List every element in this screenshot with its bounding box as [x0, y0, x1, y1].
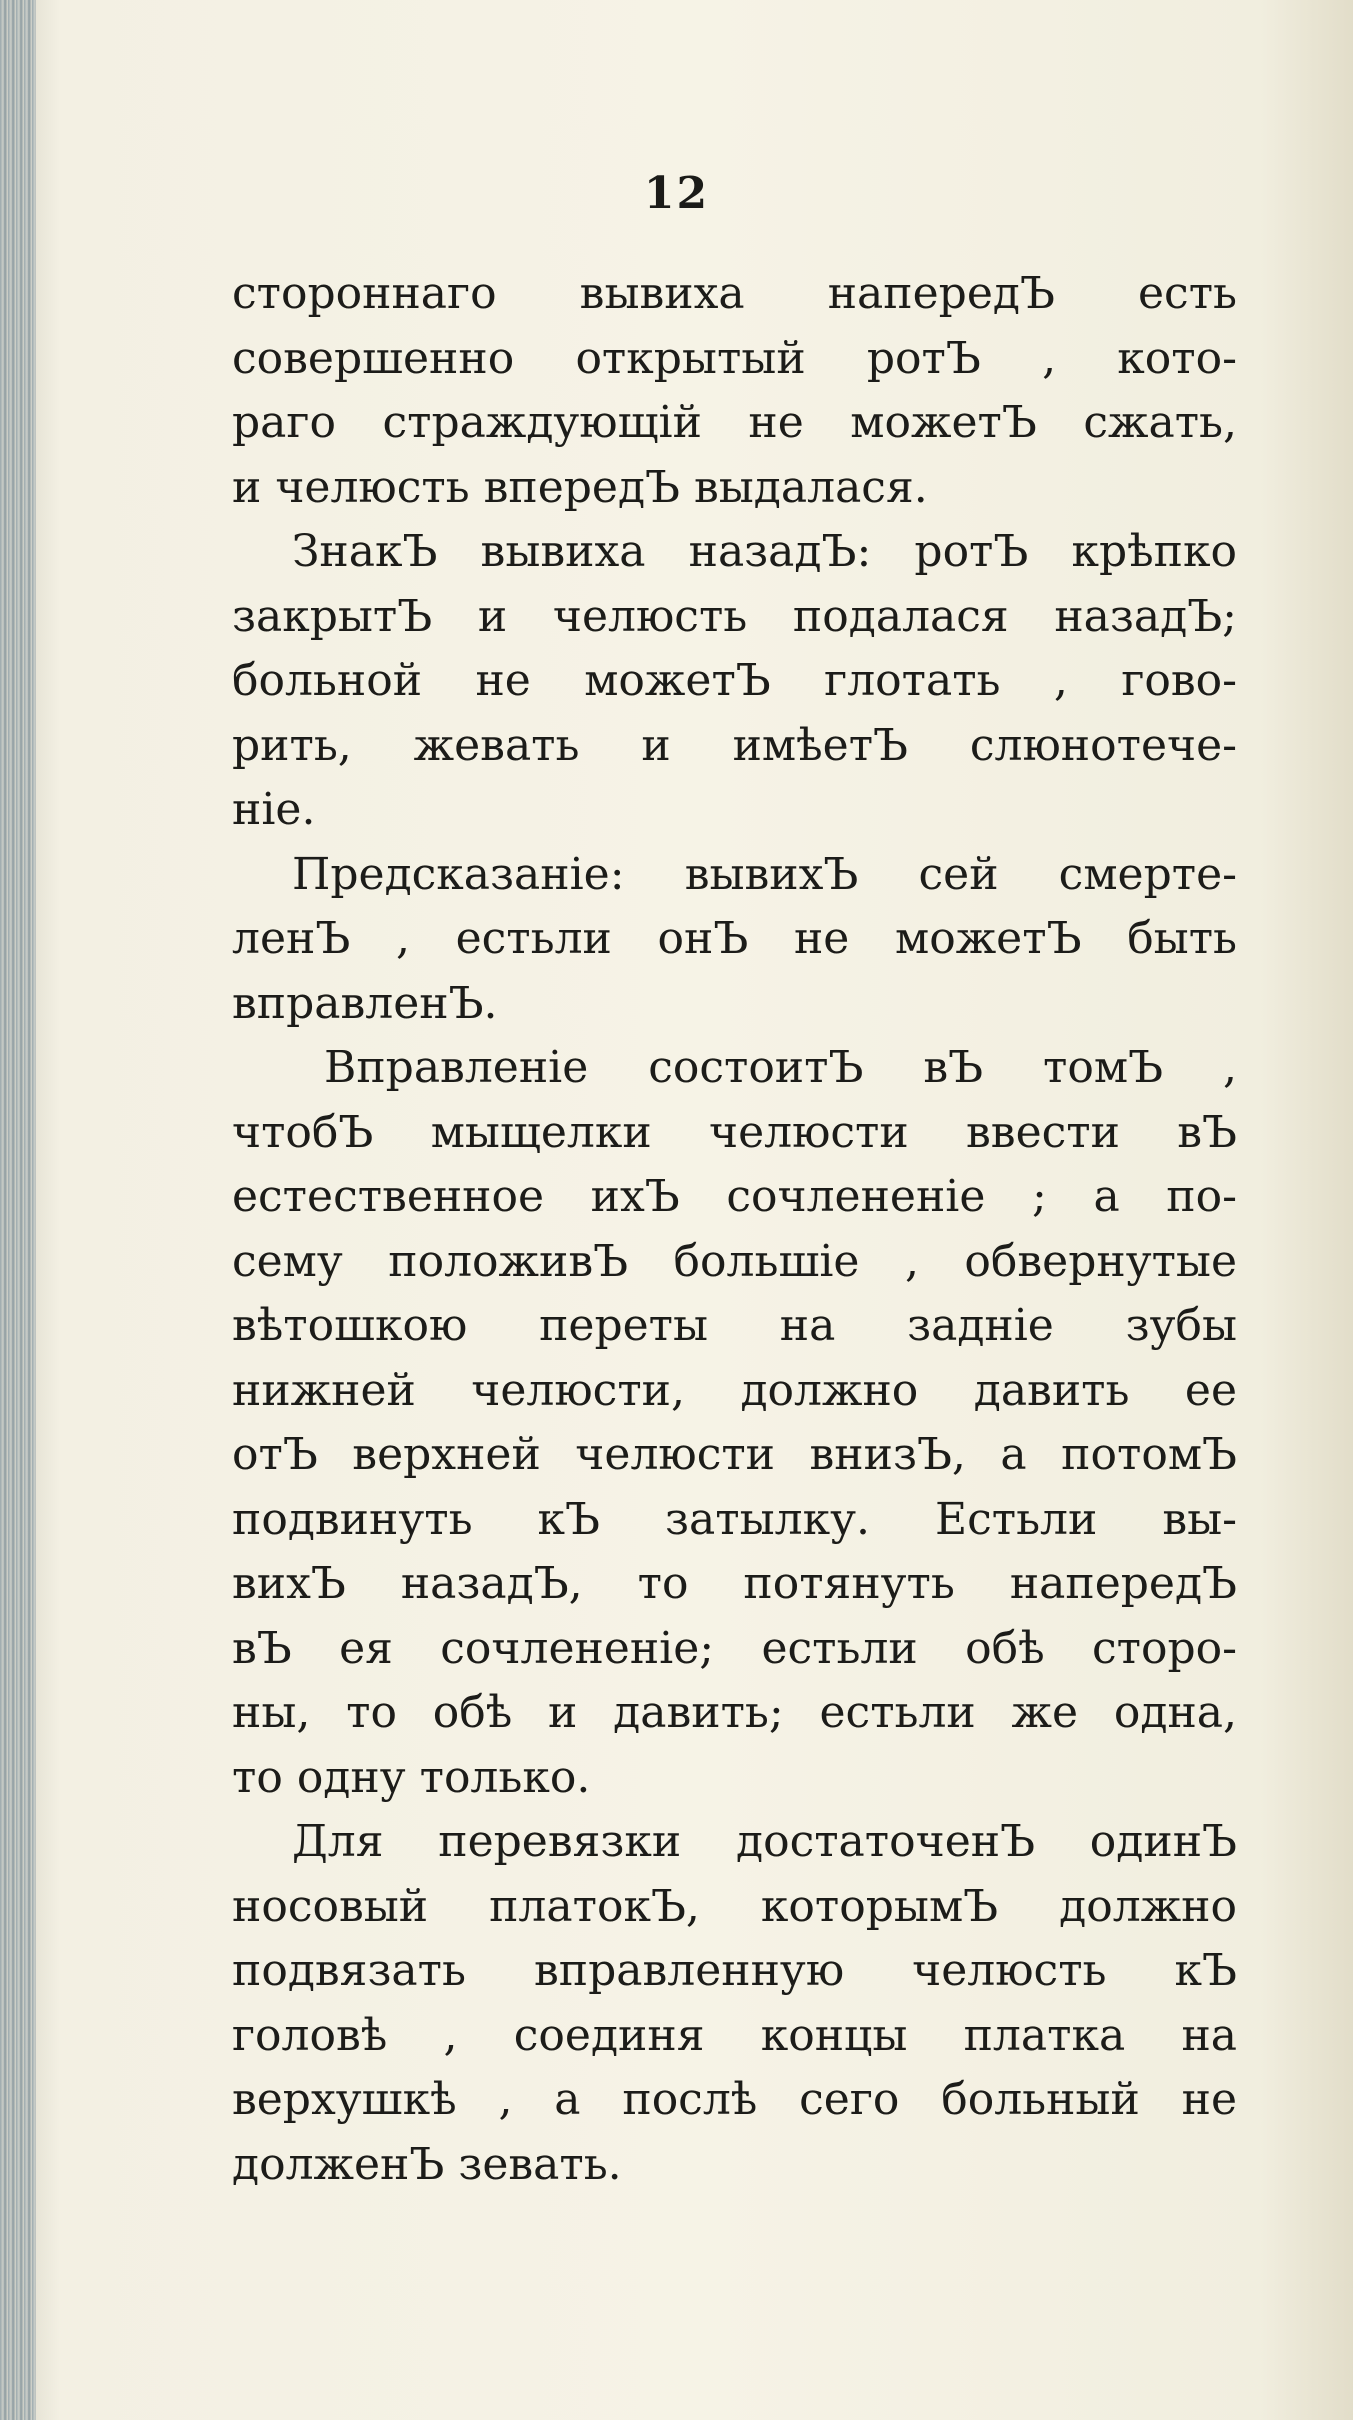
text-line: вѣтошкою переты на задніе зубы — [232, 1300, 1237, 1351]
text-line: больной не можетЪ глотать , гово- — [232, 655, 1237, 706]
text-line: раго страждующій не можетЪ сжать, — [232, 397, 1237, 448]
text-line: чтобЪ мыщелки челюсти ввести вЪ — [232, 1106, 1237, 1158]
text-line: отЪ верхней челюсти внизЪ, а потомЪ — [232, 1429, 1237, 1480]
text-line: и челюсть впередЪ выдалася. — [232, 461, 928, 513]
text-line: носовый платокЪ, которымЪ должно — [232, 1880, 1237, 1932]
text-line: нижней челюсти, должно давить ее — [232, 1364, 1237, 1416]
text-line: вправленЪ. — [232, 977, 498, 1029]
text-line: совершенно открытый ротЪ , кото- — [232, 332, 1237, 384]
text-line: головѣ , соединя концы платка на — [232, 2009, 1237, 2061]
text-line: ленЪ , естьли онЪ не можетЪ быть — [232, 913, 1237, 964]
text-line: стороннаго вывиха напередЪ есть — [232, 268, 1237, 319]
text-line: подвинуть кЪ затылку. Естьли вы- — [232, 1493, 1237, 1545]
text-line: Вправленіе состоитЪ вЪ томЪ , — [324, 1042, 1237, 1093]
text-line: рить, жевать и имѣетЪ слюнотече- — [232, 719, 1237, 771]
text-line: естественное ихЪ сочлененіе ; а по- — [232, 1171, 1237, 1222]
text-line: вЪ ея сочлененіе; естьли обѣ сторо- — [232, 1622, 1237, 1674]
text-line: подвязать вправленную челюсть кЪ — [232, 1945, 1237, 1996]
text-line: ЗнакЪ вывиха назадЪ: ротЪ крѣпко — [292, 526, 1237, 577]
page-edge — [0, 0, 36, 2420]
body-text — [232, 262, 1237, 2197]
text-line: то одну только. — [232, 1751, 591, 1803]
text-line: долженЪ зевать. — [232, 2138, 622, 2190]
text-line: ны, то обѣ и давить; естьли же одна, — [232, 1687, 1237, 1738]
page-number: 12 — [643, 168, 710, 219]
text-line: Для перевязки достаточенЪ одинЪ — [292, 1816, 1237, 1867]
text-line: сему положивЪ большіе , обвернутые — [232, 1235, 1237, 1287]
text-line: Предсказаніе: вывихЪ сей смерте- — [292, 848, 1237, 900]
text-line: вихЪ назадЪ, то потянуть напередЪ — [232, 1558, 1237, 1609]
text-line: ніе. — [232, 784, 316, 835]
text-line: верхушкѣ , а послѣ сего больный не — [232, 2074, 1237, 2125]
text-line: закрытЪ и челюсть подалася назадЪ; — [232, 590, 1237, 642]
